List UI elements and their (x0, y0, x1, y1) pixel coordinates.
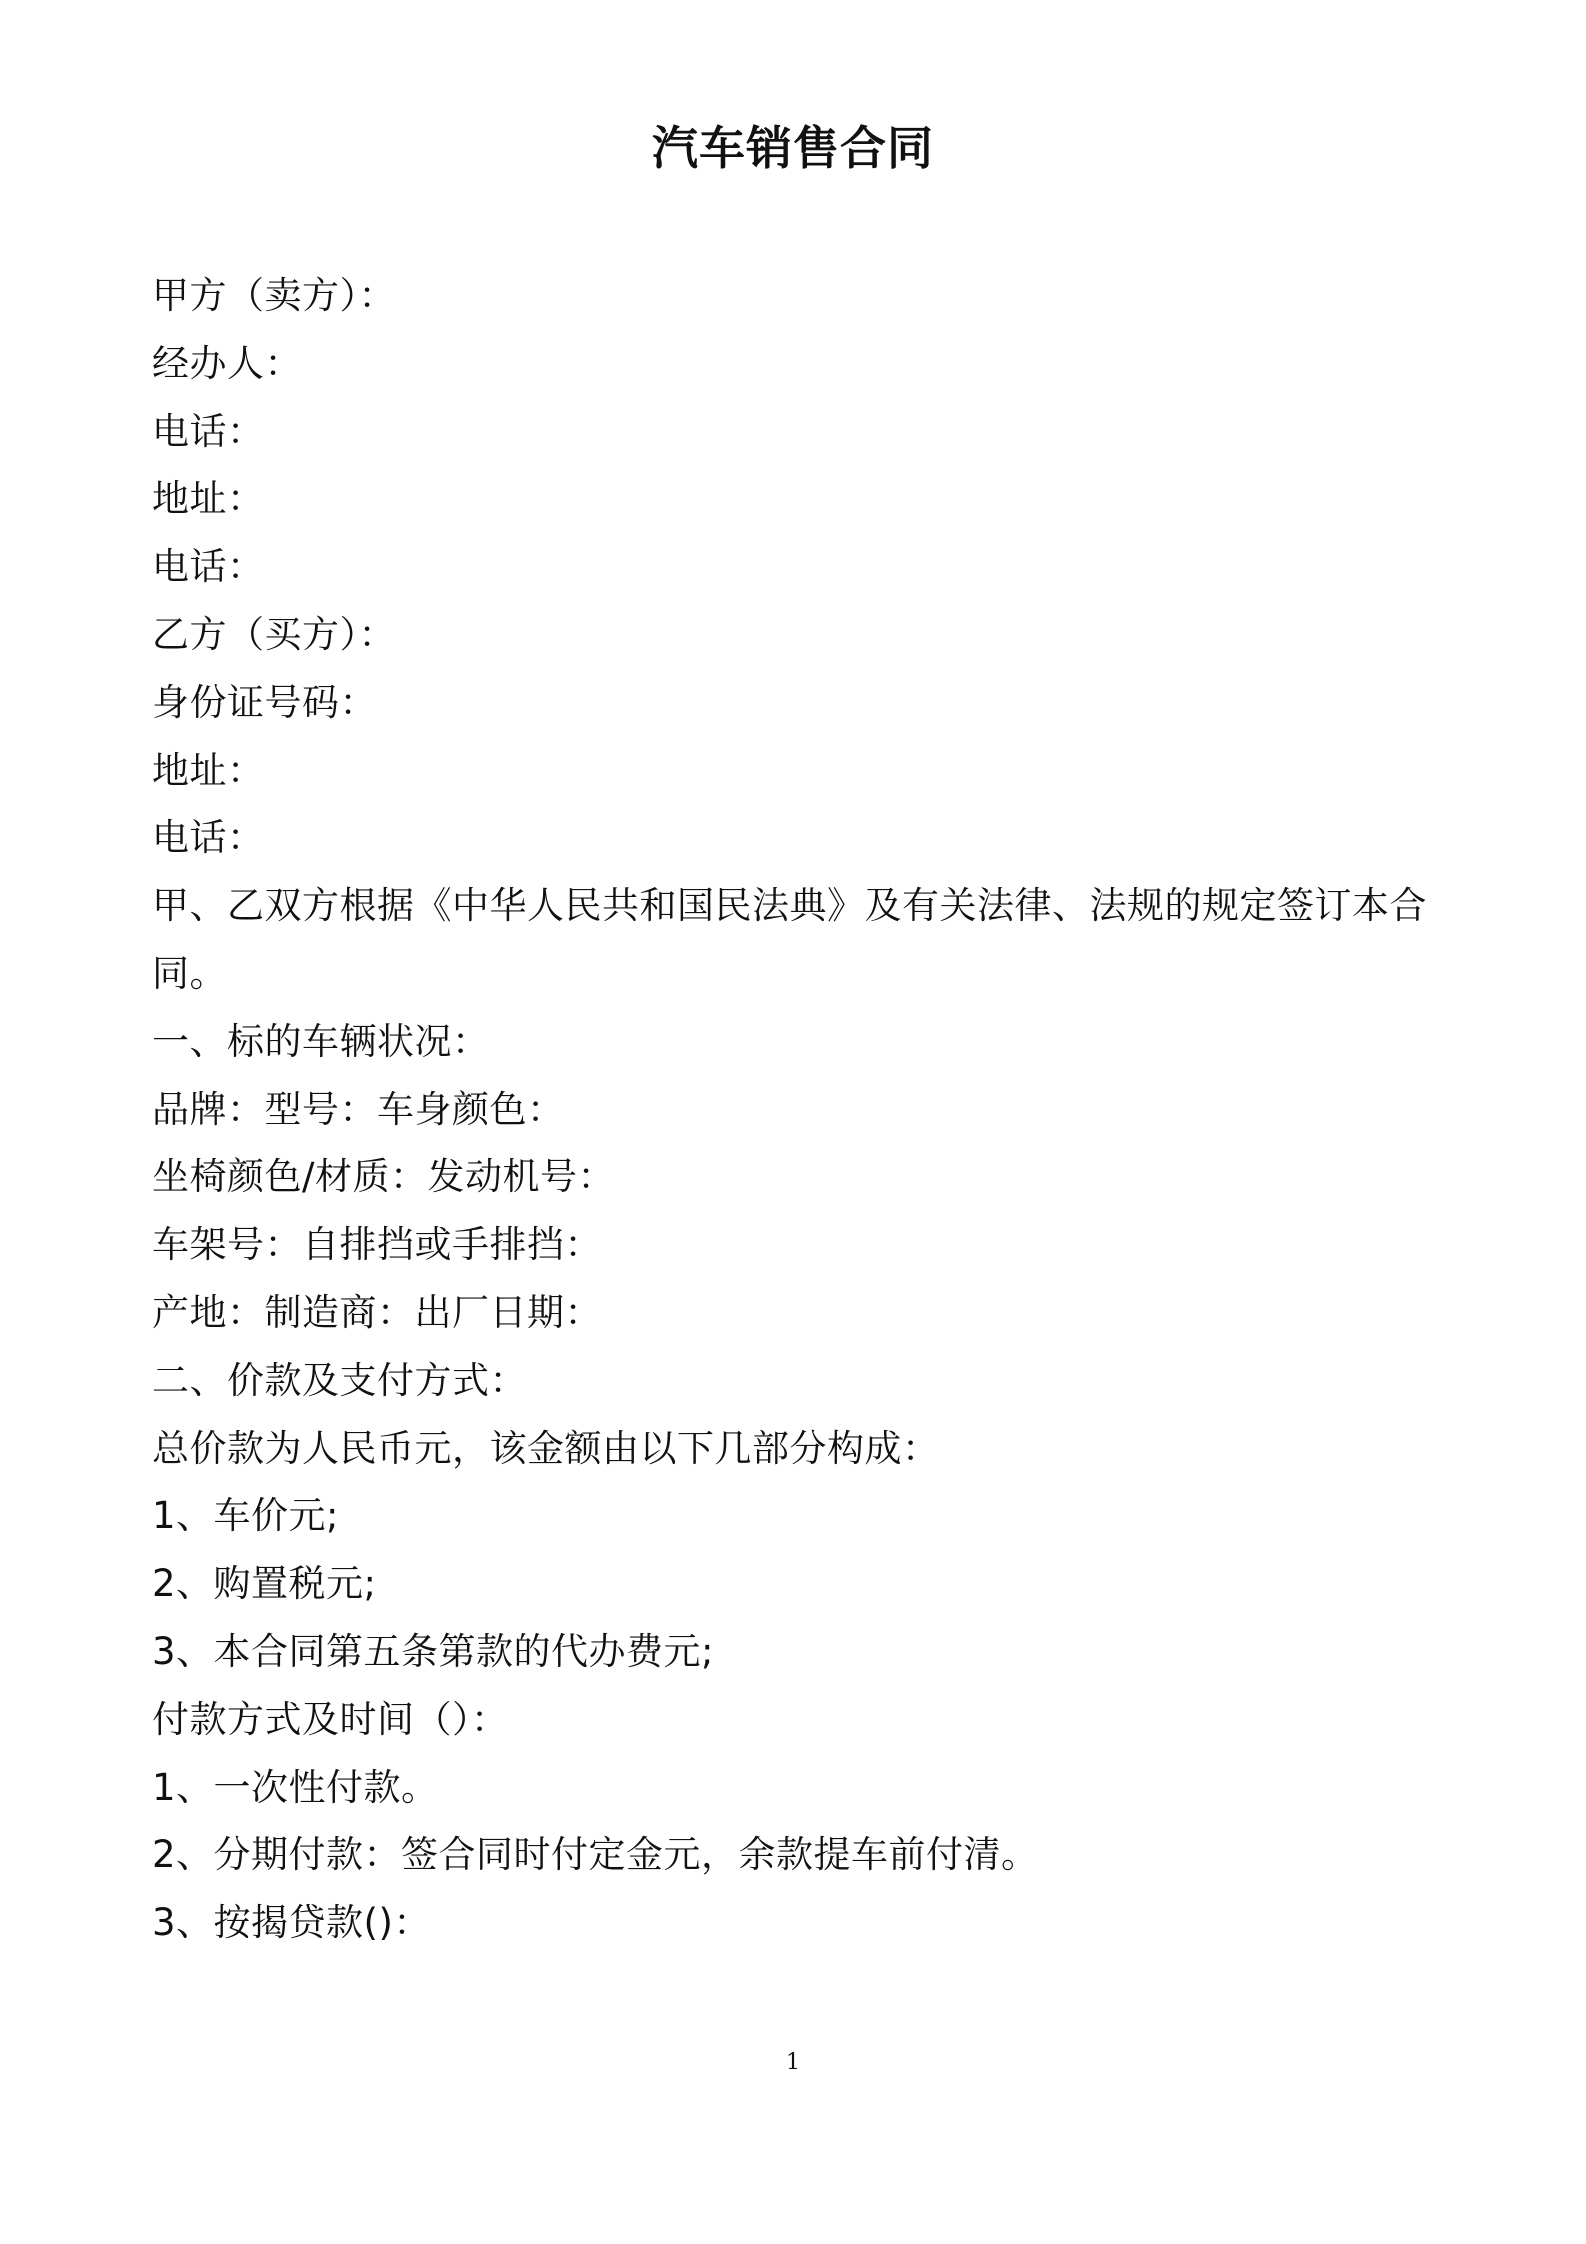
party-a-phone-line: 电话： (152, 409, 265, 453)
vehicle-frame-transmission-line: 车架号：自排挡或手排挡： (152, 1223, 602, 1267)
page-number: 1 (786, 2050, 800, 2075)
party-a-address-line: 地址： (152, 477, 265, 521)
agent-line: 经办人： (152, 341, 302, 385)
section-2-heading: 二、价款及支付方式： (152, 1358, 527, 1402)
id-number-line: 身份证号码： (152, 680, 377, 724)
party-b-address-line: 地址： (152, 748, 265, 792)
total-price-line: 总价款为人民币元，该金额由以下几部分构成： (152, 1426, 940, 1470)
document-title: 汽车销售合同 (652, 121, 934, 175)
price-item-3: 3、本合同第五条第款的代办费元; (152, 1629, 715, 1673)
party-b-buyer-line: 乙方（买方）： (152, 612, 396, 656)
vehicle-brand-line: 品牌：型号：车身颜色： (152, 1087, 565, 1131)
document-body (152, 262, 1452, 1957)
preamble-line-2: 同。 (152, 951, 227, 995)
preamble-line-1: 甲、乙双方根据《中华人民共和国民法典》及有关法律、法规的规定签订本合 (152, 884, 1427, 928)
vehicle-seat-engine-line: 坐椅颜色/材质：发动机号： (152, 1155, 615, 1199)
party-a-phone-line-2: 电话： (152, 545, 265, 589)
price-item-1: 1、车价元; (152, 1494, 340, 1538)
vehicle-origin-line: 产地：制造商：出厂日期： (152, 1290, 602, 1334)
price-item-2: 2、购置税元; (152, 1562, 377, 1606)
party-a-seller-line: 甲方（卖方）： (152, 274, 396, 317)
payment-option-2: 2、分期付款：签合同时付定金元，余款提车前付清。 (152, 1833, 1039, 1877)
party-b-phone-line: 电话： (152, 816, 265, 860)
payment-option-3: 3、按揭贷款()： (152, 1901, 431, 1945)
section-1-heading: 一、标的车辆状况： (152, 1019, 490, 1063)
payment-option-1: 1、一次性付款。 (152, 1765, 439, 1809)
payment-method-heading: 付款方式及时间（）： (152, 1697, 509, 1741)
